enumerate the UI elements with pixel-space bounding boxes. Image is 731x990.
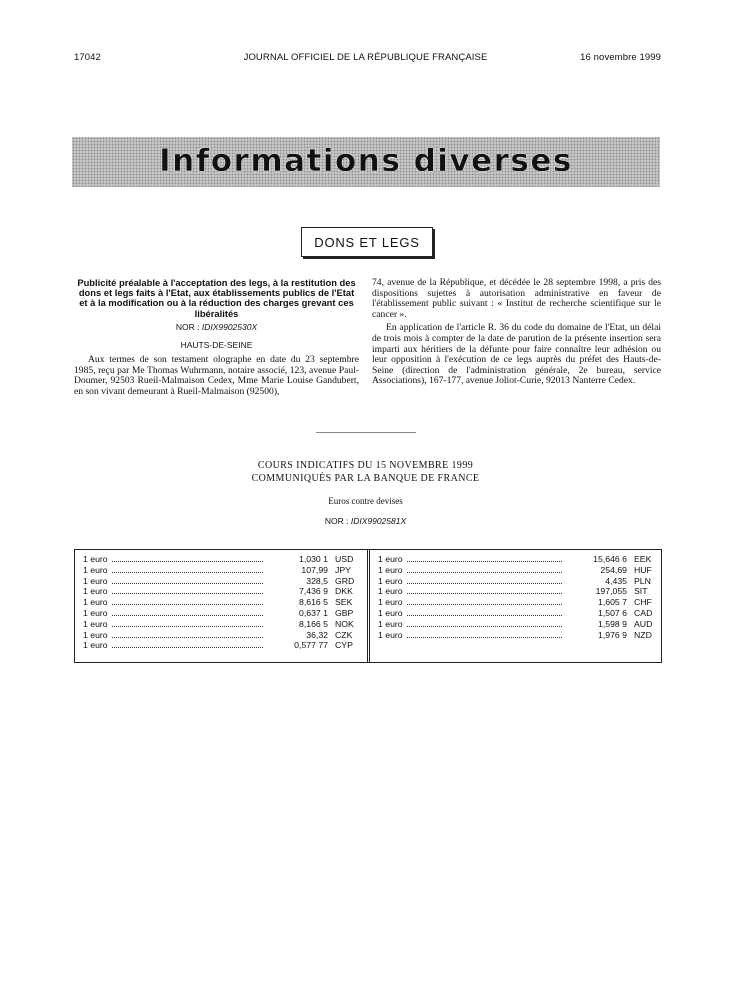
page-number: 17042 (74, 52, 101, 63)
rates-right-column (378, 554, 656, 640)
table-column-separator (367, 550, 370, 662)
cours-title-line-1: COURS INDICATIFS DU 15 NOVEMBRE 1999 (257, 460, 474, 471)
rate-row (378, 576, 656, 587)
leader-dots (407, 561, 562, 562)
cours-nor (0, 516, 731, 526)
banner (72, 137, 660, 187)
rate-label: 1 euro (83, 597, 108, 608)
leader-dots (112, 604, 263, 605)
rate-label: 1 euro (83, 640, 108, 651)
cours-title-line-2: COMMUNIQUÉS PAR LA BANQUE DE FRANCE (251, 473, 480, 484)
currency-code: NZD (634, 629, 652, 640)
rate-row (378, 608, 656, 619)
rate-label: 1 euro (83, 575, 108, 586)
rate-row (83, 565, 357, 576)
issue-date: 16 novembre 1999 (580, 52, 661, 63)
rate-row (83, 608, 357, 619)
rate-value: 15,646 6 (593, 554, 627, 564)
leader-dots (112, 626, 263, 627)
rate-row (83, 597, 357, 608)
article-place: HAUTS-DE-SEINE (180, 340, 253, 351)
article-paragraph-3: En application de l'article R. 36 du code du domaine de l'Etat, un délai de trois mois à compter de la date de parution de la présente insertion sera imparti aux héritiers de la défunte pour faire connaître leur adhésion ou leur opposition à l'exécution de ce legs auprès du préfet des Hauts-de-Seine (direction de l'administration générale, 2e bureau, service Associations), 167-177, avenue Joliot-Curie, 92013 Nanterre Cedex. (372, 322, 661, 387)
rate-label: 1 euro (378, 618, 403, 629)
section-heading-box (301, 227, 433, 257)
rate-label: 1 euro (378, 586, 403, 597)
leader-dots (407, 604, 562, 605)
currency-code: SEK (335, 597, 353, 608)
exchange-rates-table (74, 549, 662, 663)
leader-dots (112, 615, 263, 616)
rate-row (83, 630, 357, 641)
article-nor-code: IDIX9902530X (201, 321, 258, 332)
currency-code: CHF (634, 597, 652, 608)
currency-code: HUF (634, 564, 652, 575)
leader-dots (112, 561, 263, 562)
rate-value: 254,69 (600, 564, 627, 575)
section-divider (316, 432, 416, 433)
rate-label: 1 euro (83, 629, 108, 640)
article-paragraph-2: 74, avenue de la République, et décédée le 28 septembre 1998, a pris des dispositions sujettes à autorisation administrative en faveur de l'établissement public suivant : « Institut de recherche scientifique sur le cancer ». (372, 277, 661, 320)
rate-row (378, 619, 656, 630)
currency-code: JPY (335, 564, 351, 575)
rate-value: 107,99 (301, 564, 328, 575)
currency-code: CZK (335, 629, 353, 640)
rate-value: 1,507 6 (598, 607, 627, 618)
rate-value: 36,32 (306, 629, 328, 640)
article-title: Publicité préalable à l'acceptation des legs, à la restitution des dons et legs faits à l'Etat, aux établissements publics de l'Etat et à la modification ou à la réduction des charges grevant ces libéralités (77, 277, 356, 319)
rate-label: 1 euro (83, 607, 108, 618)
currency-code: NOK (335, 618, 354, 629)
rate-row (378, 586, 656, 597)
article-nor (74, 322, 359, 333)
rate-row (83, 640, 357, 651)
rate-label: 1 euro (378, 597, 403, 608)
rate-row (83, 586, 357, 597)
section-title: DONS ET LEGS (314, 234, 420, 250)
leader-dots (407, 572, 562, 573)
rate-value: 0,577 77 (294, 640, 328, 651)
article-right-column (372, 278, 661, 387)
leader-dots (112, 593, 263, 594)
currency-code: GBP (335, 607, 354, 618)
rate-value: 1,598 9 (598, 618, 627, 629)
currency-code: USD (335, 554, 354, 564)
rate-value: 1,976 9 (598, 629, 627, 640)
leader-dots (407, 583, 562, 584)
leader-dots (407, 626, 562, 627)
rate-label: 1 euro (378, 607, 403, 618)
leader-dots (112, 572, 263, 573)
rate-label: 1 euro (378, 629, 403, 640)
rate-row (378, 630, 656, 641)
rates-left-column (83, 554, 357, 651)
rate-value: 1,605 7 (598, 597, 627, 608)
article-nor-label: NOR : (175, 321, 200, 332)
rate-row (378, 597, 656, 608)
currency-code: EEK (634, 554, 652, 564)
rate-row (83, 576, 357, 587)
journal-title: JOURNAL OFFICIEL DE LA RÉPUBLIQUE FRANÇAISE (243, 52, 488, 63)
rate-value: 328,5 (306, 575, 328, 586)
currency-code: AUD (634, 618, 653, 629)
banner-title: Informations diverses (159, 143, 573, 179)
currency-code: GRD (335, 575, 355, 586)
currency-code: PLN (634, 575, 651, 586)
rate-row (83, 554, 357, 565)
leader-dots (407, 637, 562, 638)
leader-dots (407, 615, 562, 616)
rate-row (83, 619, 357, 630)
cours-nor-label: NOR : (324, 516, 349, 526)
rate-label: 1 euro (83, 564, 108, 575)
rate-value: 7,436 9 (299, 586, 328, 597)
rate-label: 1 euro (378, 564, 403, 575)
rate-row (378, 554, 656, 565)
currency-code: SIT (634, 586, 648, 597)
cours-subtitle: Euros contre devises (328, 496, 403, 506)
article-left-column (74, 278, 359, 397)
currency-code: CYP (335, 640, 353, 651)
cours-nor-code: IDIX9902581X (350, 516, 407, 526)
rate-value: 8,616 5 (299, 597, 328, 608)
leader-dots (112, 647, 263, 648)
rate-label: 1 euro (83, 586, 108, 597)
rate-row (378, 565, 656, 576)
leader-dots (407, 593, 562, 594)
rate-value: 4,435 (605, 575, 627, 586)
rate-value: 0,637 1 (299, 607, 328, 618)
rate-label: 1 euro (83, 618, 108, 629)
rate-label: 1 euro (378, 554, 403, 564)
rate-value: 1,030 1 (299, 554, 328, 564)
rate-label: 1 euro (378, 575, 403, 586)
rate-value: 8,166 5 (299, 618, 328, 629)
currency-code: DKK (335, 586, 353, 597)
rate-label: 1 euro (83, 554, 108, 564)
leader-dots (112, 583, 263, 584)
leader-dots (112, 637, 263, 638)
rate-value: 197,055 (595, 586, 627, 597)
article-paragraph-1: Aux termes de son testament olographe en date du 23 septembre 1985, reçu par Me Thomas Wuhrmann, notaire associé, 123, avenue Paul-Doumer, 92503 Rueil-Malmaison Cedex, Mme Marie Louise Gandubert, en son vivant demeurant à Rueil-Malmaison (92500), (74, 354, 359, 397)
currency-code: CAD (634, 607, 653, 618)
